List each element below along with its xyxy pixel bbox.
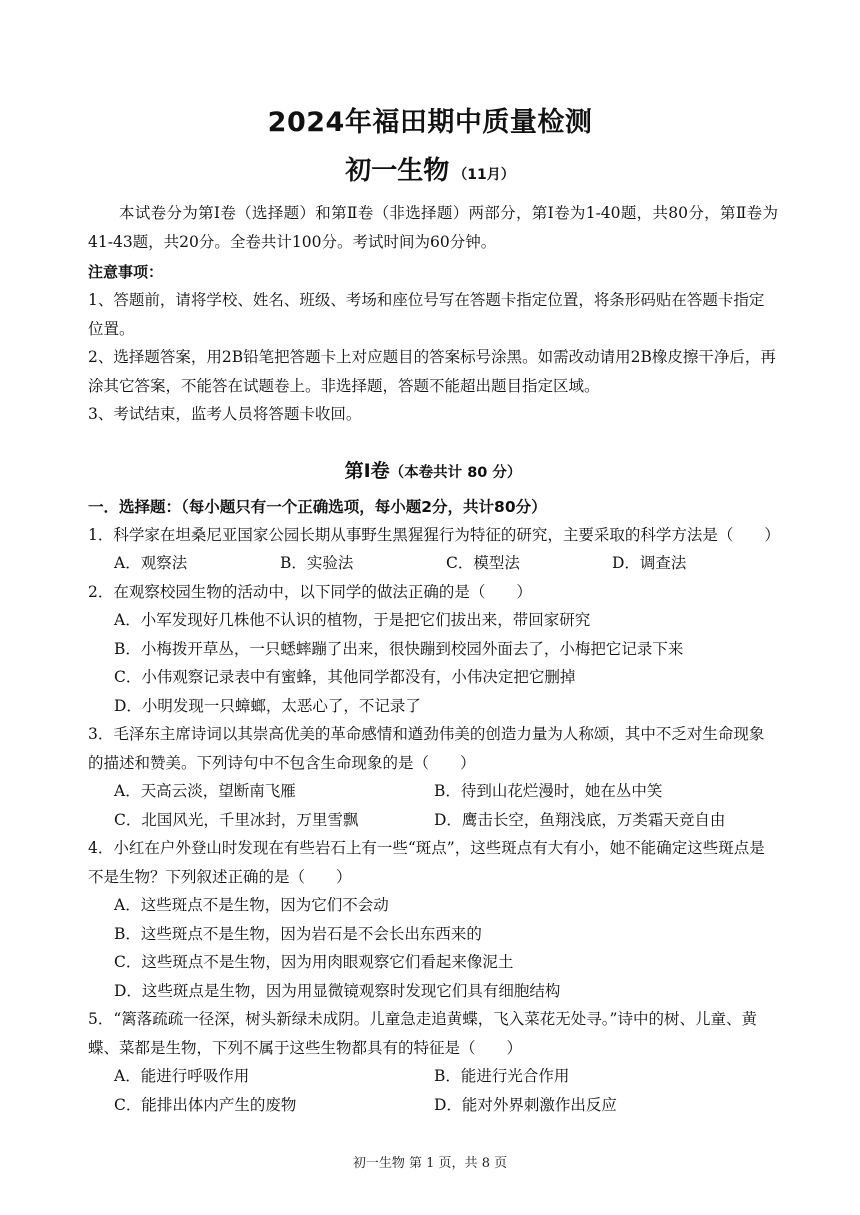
- option-row: [114, 1091, 778, 1120]
- option: C．北国风光，千里冰封，万里雪飘: [114, 810, 359, 829]
- part-heading: 一．选择题：（每小题只有一个正确选项，每小题2分，共计80分）: [88, 497, 547, 516]
- option: C．这些斑点不是生物，因为用肉眼观察它们看起来像泥土: [114, 953, 514, 971]
- option: B．小梅拨开草丛，一只蟋蟀蹦了出来，很快蹦到校园外面去了，小梅把它记录下来: [114, 639, 684, 658]
- option: C．模型法: [446, 554, 520, 572]
- question-stem: 4．小红在户外登山时发现在有些岩石上有一些“斑点”，这些斑点有大有小，她不能确定这些斑点是不是生物？下列叙述正确的是（ ）: [88, 839, 765, 886]
- option: B．待到山花烂漫时，她在丛中笑: [434, 782, 663, 800]
- option: D．能对外界刺激作出反应: [434, 1095, 617, 1114]
- question-options: [88, 606, 778, 720]
- section-note: （本卷共计 80 分）: [389, 464, 522, 481]
- intro-paragraph: 本试卷分为第Ⅰ卷（选择题）和第Ⅱ卷（非选择题）两部分，第Ⅰ卷为1-40题，共80分，第Ⅱ卷为41-43题，共20分。全卷共计100分。考试时间为60分钟。: [88, 204, 778, 251]
- question-options: [88, 549, 778, 578]
- option: A．这些斑点不是生物，因为它们不会动: [114, 896, 389, 914]
- option: C．小伟观察记录表中有蜜蜂，其他同学都没有，小伟决定把它删掉: [114, 668, 576, 686]
- notice-item: 1、答题前，请将学校、姓名、班级、考场和座位号写在答题卡指定位置，将条形码贴在答题卡指定位置。: [88, 291, 765, 338]
- exam-subtitle: [0, 150, 860, 187]
- question-options: [88, 1062, 778, 1119]
- exam-body: [88, 199, 778, 1119]
- question-stem: 2．在观察校园生物的活动中，以下同学的做法正确的是（ ）: [88, 582, 532, 601]
- notice-item: 2、选择题答案，用2B铅笔把答题卡上对应题目的答案标号涂黑。如需改动请用2B橡皮擦干净后，再涂其它答案，不能答在试题卷上。非选择题，答题不能超出题目指定区域。: [88, 348, 776, 395]
- subject-name: 初一生物: [345, 156, 450, 186]
- option-row: [114, 777, 778, 806]
- option-row: [114, 806, 778, 835]
- option: A．小军发现好几株他不认识的植物，于是把它们拔出来，带回家研究: [114, 611, 591, 629]
- page-footer: 初一生物 第 1 页，共 8 页: [352, 1156, 508, 1171]
- option: A．天高云淡，望断南飞雁: [114, 782, 296, 800]
- option: D．这些斑点是生物，因为用显微镜观察时发现它们具有细胞结构: [114, 981, 561, 1000]
- option: D．鹰击长空，鱼翔浅底，万类霜天竞自由: [434, 810, 726, 829]
- notice-item: 3、考试结束，监考人员将答题卡收回。: [88, 405, 362, 423]
- option-row: [114, 1062, 778, 1091]
- question-stem: 3．毛泽东主席诗词以其崇高优美的革命感情和遒劲伟美的创造力量为人称颂，其中不乏对生命现象的描述和赞美。下列诗句中不包含生命现象的是（ ）: [88, 725, 765, 772]
- exam-title: 2024年福田期中质量检测: [267, 107, 593, 138]
- option: A．能进行呼吸作用: [114, 1067, 250, 1085]
- question-stem: 5．“篱落疏疏一径深，树头新绿未成阴。儿童急走追黄蝶，飞入菜花无处寻。”诗中的树、儿童、黄蝶、菜都是生物，下列不属于这些生物都具有的特征是（ ）: [88, 1010, 757, 1057]
- option: B．这些斑点不是生物，因为岩石是不会长出东西来的: [114, 924, 482, 943]
- section-heading: [88, 457, 778, 487]
- section-title: 第Ⅰ卷: [344, 459, 390, 482]
- option: B．实验法: [280, 554, 354, 572]
- question-options: [88, 777, 778, 834]
- exam-month: （11月）: [453, 167, 515, 183]
- option: D．小明发现一只蟑螂，太恶心了，不记录了: [114, 696, 421, 715]
- question-options: [88, 891, 778, 1005]
- notice-heading: 注意事项：: [88, 263, 164, 281]
- question-stem: 1．科学家在坦桑尼亚国家公园长期从事野生黑猩猩行为特征的研究，主要采取的科学方法是（ ）: [88, 525, 780, 544]
- option: D．调查法: [612, 554, 687, 572]
- option: B．能进行光合作用: [434, 1067, 570, 1085]
- option: A．观察法: [114, 554, 188, 572]
- option: C．能排出体内产生的废物: [114, 1095, 297, 1114]
